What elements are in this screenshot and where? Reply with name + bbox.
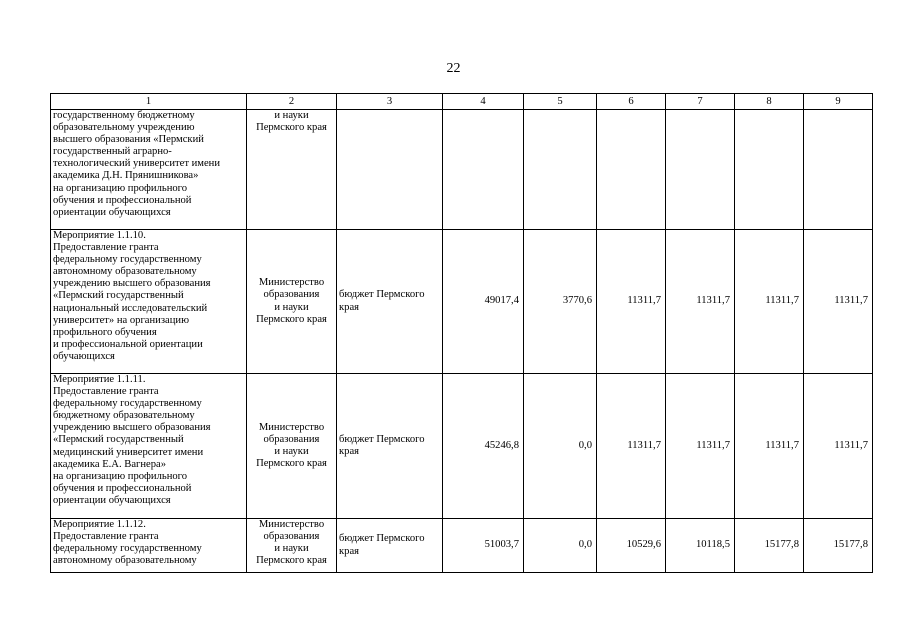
table-row	[51, 230, 873, 374]
year-value-cell: 11311,7	[597, 230, 666, 374]
total-cell: 45246,8	[443, 374, 524, 519]
table-row	[51, 374, 873, 519]
activity-cell: Мероприятие 1.1.11. Предоставление гранта федеральному государственному бюджетному образовательному учреждению высшего образования «Пермский государственный медицинский университет имени академика Е.А. Вагнера» на организацию профильного обучения и профессиональной ориентации обучающихся	[51, 374, 247, 519]
column-header: 5	[524, 94, 597, 110]
year-value-cell: 11311,7	[735, 230, 804, 374]
total-cell: 49017,4	[443, 230, 524, 374]
year-value-cell: 15177,8	[804, 519, 873, 573]
total-cell: 51003,7	[443, 519, 524, 573]
year-value-cell	[524, 110, 597, 230]
activity-cell: государственному бюджетному образовательному учреждению высшего образования «Пермский государственный аграрно- технологический университет имени академика Д.Н. Прянишникова» на организацию профильного обучения и профессиональной ориентации обучающихся	[51, 110, 247, 230]
total-cell	[443, 110, 524, 230]
year-value-cell: 11311,7	[597, 374, 666, 519]
year-value-cell	[804, 110, 873, 230]
activity-cell: Мероприятие 1.1.12. Предоставление гранта федеральному государственному автономному образовательному	[51, 519, 247, 573]
program-activities-table	[50, 93, 873, 573]
column-header: 3	[337, 94, 443, 110]
page-number: 22	[446, 61, 461, 76]
column-number-row	[51, 94, 873, 110]
column-header: 9	[804, 94, 873, 110]
funding-source-cell	[337, 110, 443, 230]
year-value-cell: 11311,7	[735, 374, 804, 519]
year-value-cell: 0,0	[524, 519, 597, 573]
column-header: 7	[666, 94, 735, 110]
year-value-cell	[735, 110, 804, 230]
executor-cell: и науки Пермского края	[247, 110, 337, 230]
column-header: 8	[735, 94, 804, 110]
column-header: 6	[597, 94, 666, 110]
executor-cell: Министерство образования и науки Пермского края	[247, 519, 337, 573]
year-value-cell: 10529,6	[597, 519, 666, 573]
year-value-cell	[597, 110, 666, 230]
activity-cell: Мероприятие 1.1.10. Предоставление гранта федеральному государственному автономному образовательному учреждению высшего образования «Пермский государственный национальный исследовательский университет» на организацию профильного обучения и профессиональной ориентации обучающихся	[51, 230, 247, 374]
column-header: 1	[51, 94, 247, 110]
year-value-cell: 11311,7	[666, 230, 735, 374]
column-header: 2	[247, 94, 337, 110]
executor-cell: Министерство образования и науки Пермского края	[247, 230, 337, 374]
executor-cell: Министерство образования и науки Пермского края	[247, 374, 337, 519]
column-header: 4	[443, 94, 524, 110]
year-value-cell: 0,0	[524, 374, 597, 519]
table-row	[51, 519, 873, 573]
funding-source-cell: бюджет Пермского края	[337, 374, 443, 519]
funding-source-cell: бюджет Пермского края	[337, 230, 443, 374]
year-value-cell: 11311,7	[804, 230, 873, 374]
table-row	[51, 110, 873, 230]
year-value-cell: 11311,7	[804, 374, 873, 519]
year-value-cell: 11311,7	[666, 374, 735, 519]
year-value-cell: 10118,5	[666, 519, 735, 573]
year-value-cell	[666, 110, 735, 230]
year-value-cell: 3770,6	[524, 230, 597, 374]
funding-source-cell: бюджет Пермского края	[337, 519, 443, 573]
year-value-cell: 15177,8	[735, 519, 804, 573]
